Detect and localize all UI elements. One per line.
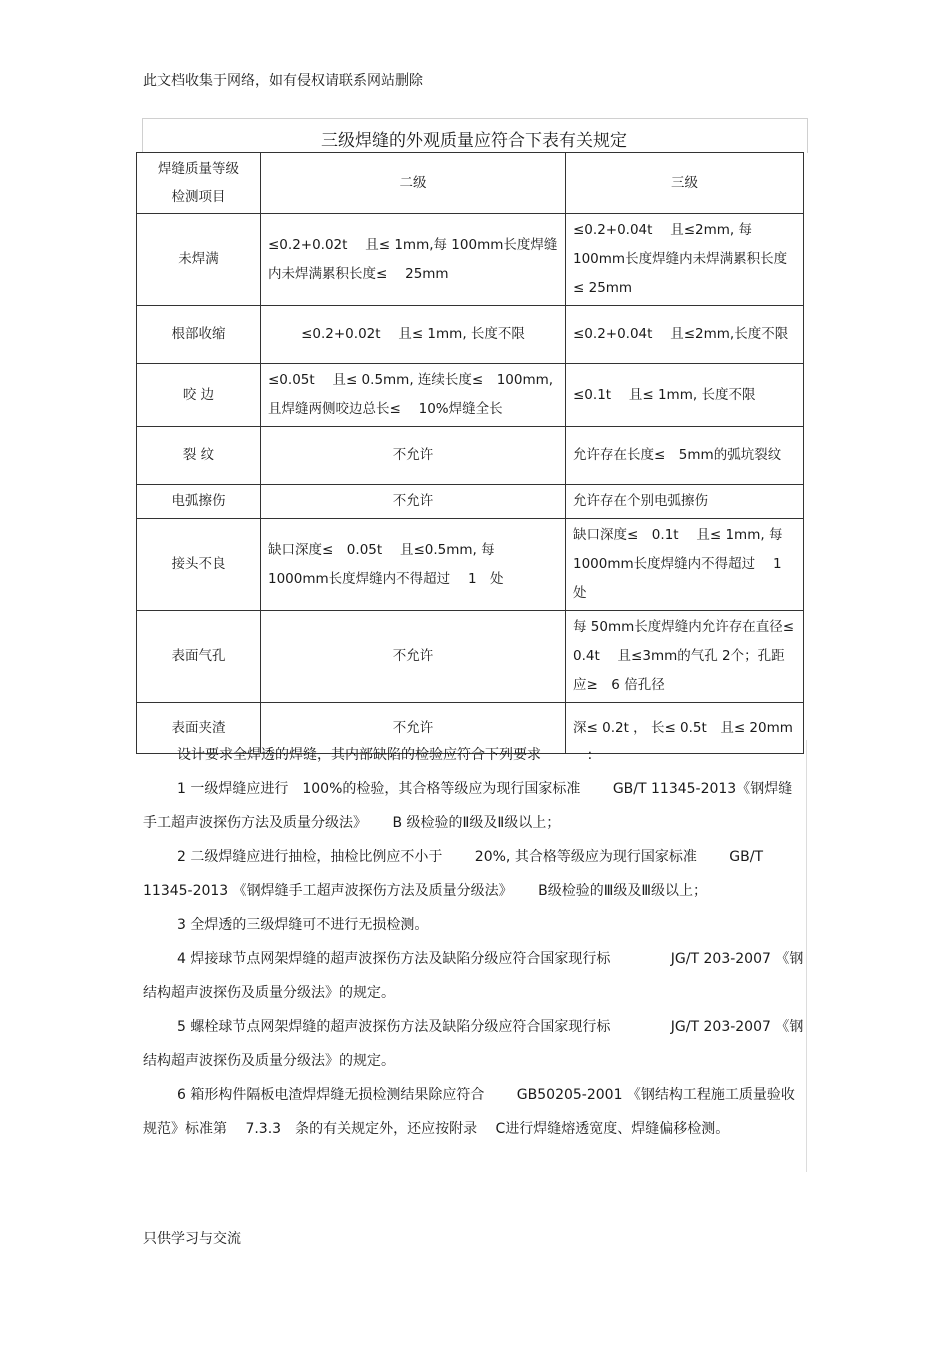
weld-quality-table bbox=[136, 152, 804, 754]
grade3-cell: 允许存在个别电弧擦伤 bbox=[566, 485, 804, 519]
note-item: 6 箱形构件隔板电渣焊焊缝无损检测结果除应符合 GB50205-2001 《钢结构工程施工质量验收规范》标准第 7.3.3 条的有关规定外，还应按附录 C进行焊缝熔透宽度、焊缝偏移检测。 bbox=[143, 1087, 795, 1137]
corner-cell bbox=[137, 153, 261, 214]
item-cell: 咬 边 bbox=[137, 364, 261, 427]
corner-bottom-label: 检测项目 bbox=[171, 189, 226, 205]
table-row bbox=[137, 519, 804, 611]
grade3-cell: ≤0.2+0.04t 且≤2mm, 每 100mm长度焊缝内未焊满累积长度≤ 25mm bbox=[566, 214, 804, 306]
grade2-cell: 不允许 bbox=[261, 485, 566, 519]
item-cell: 表面夹渣 bbox=[137, 703, 261, 754]
table-title: 三级焊缝的外观质量应符合下表有关规定 bbox=[321, 131, 627, 151]
table-row bbox=[137, 364, 804, 427]
table-row bbox=[137, 427, 804, 485]
grade2-cell: ≤0.2+0.02t 且≤ 1mm,每 100mm长度焊缝内未焊满累积长度≤ 25mm bbox=[261, 214, 566, 306]
grade3-header: 三级 bbox=[566, 153, 804, 214]
grade2-cell: ≤0.05t 且≤ 0.5mm, 连续长度≤ 100mm,且焊缝两侧咬边总长≤ 10%焊缝全长 bbox=[261, 364, 566, 427]
item-cell: 表面气孔 bbox=[137, 611, 261, 703]
grade2-cell: 不允许 bbox=[261, 703, 566, 754]
inspection-requirements bbox=[143, 738, 805, 1146]
grade3-cell: ≤0.2+0.04t 且≤2mm,长度不限 bbox=[566, 306, 804, 364]
grade2-cell: 不允许 bbox=[261, 611, 566, 703]
note-item: 4 焊接球节点网架焊缝的超声波探伤方法及缺陷分级应符合国家现行标 JG/T 203-2007 《钢结构超声波探伤及质量分级法》的规定。 bbox=[143, 951, 804, 1001]
grade3-cell: ≤0.1t 且≤ 1mm, 长度不限 bbox=[566, 364, 804, 427]
notes-frame-line bbox=[806, 740, 807, 1172]
table-row bbox=[137, 306, 804, 364]
grade2-cell: 缺口深度≤ 0.05t 且≤0.5mm, 每 1000mm长度焊缝内不得超过 1 处 bbox=[261, 519, 566, 611]
grade2-cell: 不允许 bbox=[261, 427, 566, 485]
grade3-cell: 允许存在长度≤ 5mm的弧坑裂纹 bbox=[566, 427, 804, 485]
grade2-header: 二级 bbox=[261, 153, 566, 214]
table-row bbox=[137, 611, 804, 703]
page-footer: 只供学习与交流 bbox=[143, 1231, 241, 1247]
table-row bbox=[137, 485, 804, 519]
item-cell: 未焊满 bbox=[137, 214, 261, 306]
item-cell: 电弧擦伤 bbox=[137, 485, 261, 519]
note-item: 1 一级焊缝应进行 100%的检验，其合格等级应为现行国家标准 GB/T 11345-2013《钢焊缝手工超声波探伤方法及质量分级法》 B 级检验的Ⅱ级及Ⅱ级以上； bbox=[143, 781, 793, 831]
grade3-cell: 缺口深度≤ 0.1t 且≤ 1mm, 每 1000mm长度焊缝内不得超过 1 处 bbox=[566, 519, 804, 611]
grade3-cell: 每 50mm长度焊缝内允许存在直径≤ 0.4t 且≤3mm的气孔 2个；孔距应≥ 6 倍孔径 bbox=[566, 611, 804, 703]
note-item: 5 螺栓球节点网架焊缝的超声波探伤方法及缺陷分级应符合国家现行标 JG/T 203-2007 《钢结构超声波探伤及质量分级法》的规定。 bbox=[143, 1019, 804, 1069]
table-header-row bbox=[137, 153, 804, 214]
grade3-cell: 深≤ 0.2t ， 长≤ 0.5t 且≤ 20mm bbox=[566, 703, 804, 754]
note-item: 2 二级焊缝应进行抽检，抽检比例应不小于 20%, 其合格等级应为现行国家标准 GB/T 11345-2013 《钢焊缝手工超声波探伤方法及质量分级法》 B级检验的Ⅲ级及Ⅲ级以上； bbox=[143, 849, 763, 899]
table-row bbox=[137, 214, 804, 306]
item-cell: 裂 纹 bbox=[137, 427, 261, 485]
notes-intro: 设计要求全焊透的焊缝，其内部缺陷的检验应符合下列要求 : bbox=[177, 747, 593, 763]
corner-top-label: 焊缝质量等级 bbox=[158, 161, 239, 177]
grade2-cell: ≤0.2+0.02t 且≤ 1mm, 长度不限 bbox=[261, 306, 566, 364]
page-header: 此文档收集于网络，如有侵权请联系网站删除 bbox=[143, 73, 423, 89]
item-cell: 根部收缩 bbox=[137, 306, 261, 364]
note-item: 3 全焊透的三级焊缝可不进行无损检测。 bbox=[177, 917, 429, 933]
item-cell: 接头不良 bbox=[137, 519, 261, 611]
